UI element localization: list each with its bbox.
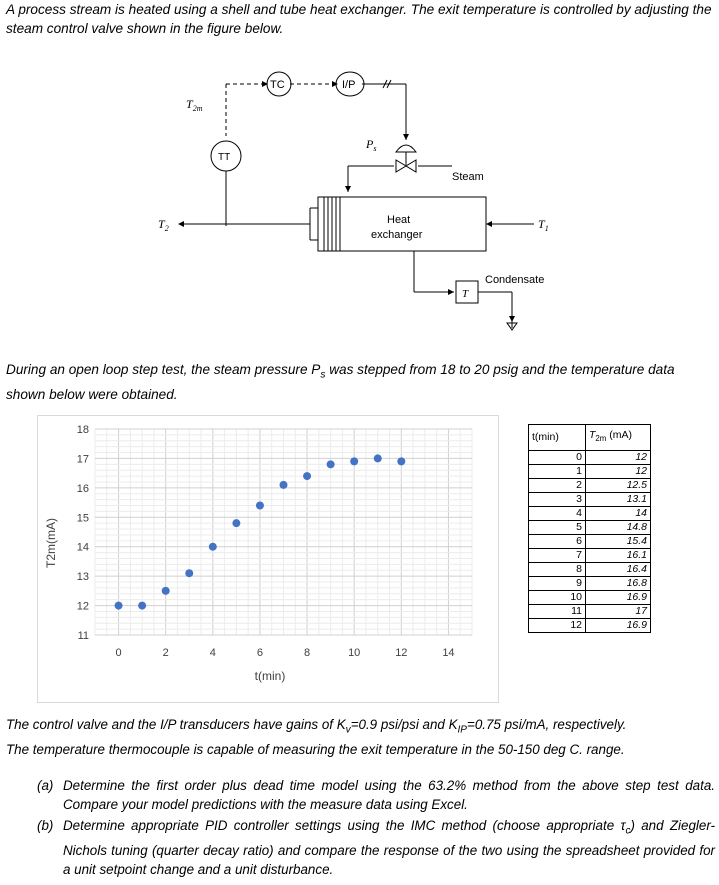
cell-time: 7 <box>529 549 586 563</box>
x-tick-label: 12 <box>395 647 408 659</box>
cell-time: 6 <box>529 535 586 549</box>
table-row <box>529 451 651 465</box>
hx-label-line1: Heat <box>387 214 411 226</box>
ps-label: $P_s$ <box>366 137 377 153</box>
y-tick-label: 12 <box>76 600 89 613</box>
x-tick-label: 0 <box>115 647 122 659</box>
data-point <box>397 457 405 465</box>
question-b <box>37 816 715 879</box>
question-a-label: (a) <box>37 778 54 793</box>
valve-body <box>396 160 406 172</box>
question-b-text: Determine appropriate PID controller settings using the IMC method (choose appropriate $\tau_c$) and Ziegler-Nichols tuning (quarter decay ratio) and compare the response of the two using the spreadsheet provided for a unit setpoint change and a unit disturbance. <box>63 818 715 877</box>
data-point <box>280 481 288 489</box>
data-point <box>303 472 311 480</box>
y-tick-label: 15 <box>76 512 89 525</box>
cell-time: 1 <box>529 465 586 479</box>
cell-temp: 12 <box>586 451 651 465</box>
cell-temp: 12 <box>586 465 651 479</box>
table-row <box>529 563 651 577</box>
x-tick-label: 10 <box>348 647 361 659</box>
header-temp: $T_{2m}$ (mA) <box>586 425 651 451</box>
y-axis-label: T2m(mA) <box>44 518 58 568</box>
data-point <box>115 602 123 610</box>
data-point <box>162 587 170 595</box>
cell-time: 3 <box>529 493 586 507</box>
cell-temp: 13.1 <box>586 493 651 507</box>
table-row <box>529 535 651 549</box>
data-point <box>256 502 264 510</box>
x-tick-label: 14 <box>442 647 455 659</box>
step-text-sub: s <box>320 369 326 381</box>
cell-time: 12 <box>529 619 586 633</box>
cell-temp: 16.9 <box>586 619 651 633</box>
x-tick-label: 8 <box>304 647 311 659</box>
table-row <box>529 619 651 633</box>
cell-time: 2 <box>529 479 586 493</box>
step-text-post: was stepped from 18 to 20 psig and the temperature data shown below were obtained. <box>6 362 675 402</box>
x-axis-label: t(min) <box>254 669 286 683</box>
steam-label: Steam <box>452 171 484 183</box>
table-row <box>529 591 651 605</box>
cell-temp: 16.9 <box>586 591 651 605</box>
table-row <box>529 493 651 507</box>
header-time: t(min) <box>529 425 586 451</box>
trap-label: T <box>462 288 469 300</box>
cell-temp: 16.8 <box>586 577 651 591</box>
cell-temp: 16.4 <box>586 563 651 577</box>
cell-time: 0 <box>529 451 586 465</box>
t1-label: $T_1$ <box>538 217 549 233</box>
cell-time: 5 <box>529 521 586 535</box>
cell-temp: 12.5 <box>586 479 651 493</box>
cell-temp: 14 <box>586 507 651 521</box>
table-row <box>529 507 651 521</box>
table-header-row <box>529 425 651 451</box>
table-row <box>529 465 651 479</box>
y-tick-label: 17 <box>76 453 89 466</box>
t2-label: $T_2$ <box>158 217 169 233</box>
data-point <box>327 460 335 468</box>
cell-time: 10 <box>529 591 586 605</box>
question-a <box>37 776 715 814</box>
x-tick-label: 2 <box>162 647 169 659</box>
data-point <box>350 457 358 465</box>
x-tick-label: 6 <box>256 647 263 659</box>
intro-paragraph <box>6 0 714 38</box>
data-point <box>209 543 217 551</box>
t2m-label: $T_{2m}$ <box>186 97 203 113</box>
tt-label: TT <box>218 152 231 163</box>
data-point <box>185 569 193 577</box>
y-tick-label: 11 <box>77 630 89 642</box>
table-row <box>529 549 651 563</box>
data-table <box>528 424 651 633</box>
cell-time: 4 <box>529 507 586 521</box>
data-point <box>232 519 240 527</box>
table-row <box>529 521 651 535</box>
table-row <box>529 577 651 591</box>
tc-label: TC <box>270 79 285 91</box>
y-tick-label: 14 <box>76 541 89 554</box>
step-text-pre: During an open loop step test, the steam pressure P <box>6 362 321 377</box>
question-a-text: Determine the first order plus dead time model using the 63.2% method from the above step test data. Compare your model predictions with the measure data using Excel. <box>63 778 715 812</box>
intro-text: A process stream is heated using a shell and tube heat exchanger. The exit temperature is controlled by adjusting the steam control valve shown in the figure below. <box>6 2 712 36</box>
x-tick-label: 4 <box>209 647 216 659</box>
question-b-label: (b) <box>37 818 54 833</box>
data-point <box>138 602 146 610</box>
condensate-label: Condensate <box>485 274 545 286</box>
y-tick-label: 18 <box>76 424 89 436</box>
gains-paragraph <box>6 715 714 759</box>
cell-time: 8 <box>529 563 586 577</box>
hx-label-line2: exchanger <box>371 229 423 241</box>
cell-temp: 14.8 <box>586 521 651 535</box>
process-diagram <box>100 58 570 348</box>
step-response-chart <box>37 415 499 703</box>
table-row <box>529 605 651 619</box>
cell-temp: 16.1 <box>586 549 651 563</box>
cell-time: 11 <box>529 605 586 619</box>
gains-line1: The control valve and the I/P transducers have gains of $K_v=0.9$ psi/psi and $K_{IP}=0.75$ psi/mA, respectively. <box>6 717 627 736</box>
data-point <box>374 454 382 462</box>
cell-time: 9 <box>529 577 586 591</box>
gains-line2: The temperature thermocouple is capable of measuring the exit temperature in the 50-150 deg C. range. <box>6 741 625 757</box>
cell-temp: 17 <box>586 605 651 619</box>
ip-label: I/P <box>342 79 356 91</box>
y-tick-label: 13 <box>76 571 89 584</box>
valve-actuator <box>396 145 416 152</box>
cell-temp: 15.4 <box>586 535 651 549</box>
step-test-paragraph <box>6 360 714 404</box>
y-tick-label: 16 <box>76 482 89 495</box>
table-row <box>529 479 651 493</box>
